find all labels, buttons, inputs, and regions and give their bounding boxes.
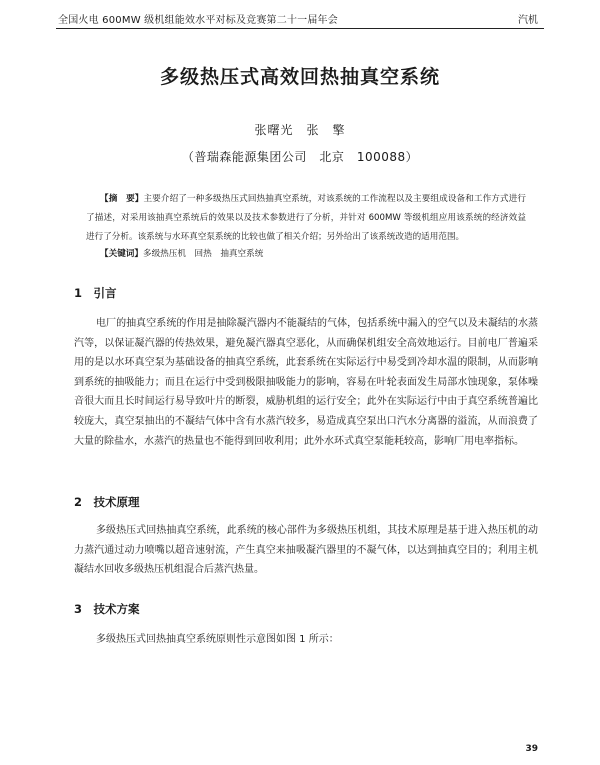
abstract-text: 主要介绍了一种多级热压式回热抽真空系统，对该系统的工作流程以及主要组成设备和工作方式进行了描述，对采用该抽真空系统后的效果以及技术参数进行了分析，并针对 600MW 等级机组应用该系统的经济效益进行了分析。该系统与水环真空泵系统的比较也做了相关介绍；另外给出了该系统改造的适用范围。 [86,194,526,242]
running-header: 全国火电 600MW 级机组能效水平对标及竞赛第二十一届年会 [58,15,338,26]
abstract [86,190,526,247]
page-number: 39 [525,744,538,754]
article-title: 多级热压式高效回热抽真空系统 [159,66,440,88]
keywords-text: 多级热压机 回热 抽真空系统 [142,249,264,259]
section-paragraph-scheme: 多级热压式回热抽真空系统原则性示意图如图 1 所示： [96,634,339,645]
section-heading-scheme: 3 技术方案 [74,602,140,616]
author-affiliation: （普瑞森能源集团公司 北京 100088） [181,150,419,164]
abstract-label: 【摘 要】 [100,194,144,204]
keywords-label: 【关键词】 [100,249,143,259]
section-paragraph-principle: 多级热压式回热抽真空系统，此系统的核心部件为多级热压机组，其技术原理是基于进入热压机的动力蒸汽通过动力喷嘴以超音速射流，产生真空来抽吸凝汽器里的不凝气体，以达到抽真空目的；利用主机凝结水回收多级热压机组混合后蒸汽热量。 [74,525,538,576]
header-divider [56,28,544,29]
section-heading-principle: 2 技术原理 [74,495,140,509]
article-authors: 张曙光 张 擎 [254,123,346,137]
section-paragraph-intro: 电厂的抽真空系统的作用是抽除凝汽器内不能凝结的气体，包括系统中漏入的空气以及未凝结的水蒸汽等，以保证凝汽器的传热效果，避免凝汽器真空恶化，从而确保机组安全高效地运行。目前电厂普遍采用的是以水环真空泵为基础设备的抽真空系统，此套系统在实际运行中易受到冷却水温的限制，从而影响到系统的抽吸能力；而且在运行中受到极限抽吸能力的影响，容易在叶轮表面发生局部水蚀现象，泵体噪音很大而且长时间运行易导致叶片的断裂，威胁机组的运行安全；此外在实际运行中由于真空系统普遍比较庞大，真空泵抽出的不凝结气体中含有水蒸汽较多，易造成真空泵出口汽水分离器的溢流，从而浪费了大量的除盐水，水蒸汽的热量也不能得到回收利用；此外水环式真空泵能耗较高，影响厂用电率指标。 [74,318,538,447]
section-tag: 汽机 [518,15,538,26]
keywords [100,247,263,259]
section-heading-intro: 1 引言 [74,286,117,300]
